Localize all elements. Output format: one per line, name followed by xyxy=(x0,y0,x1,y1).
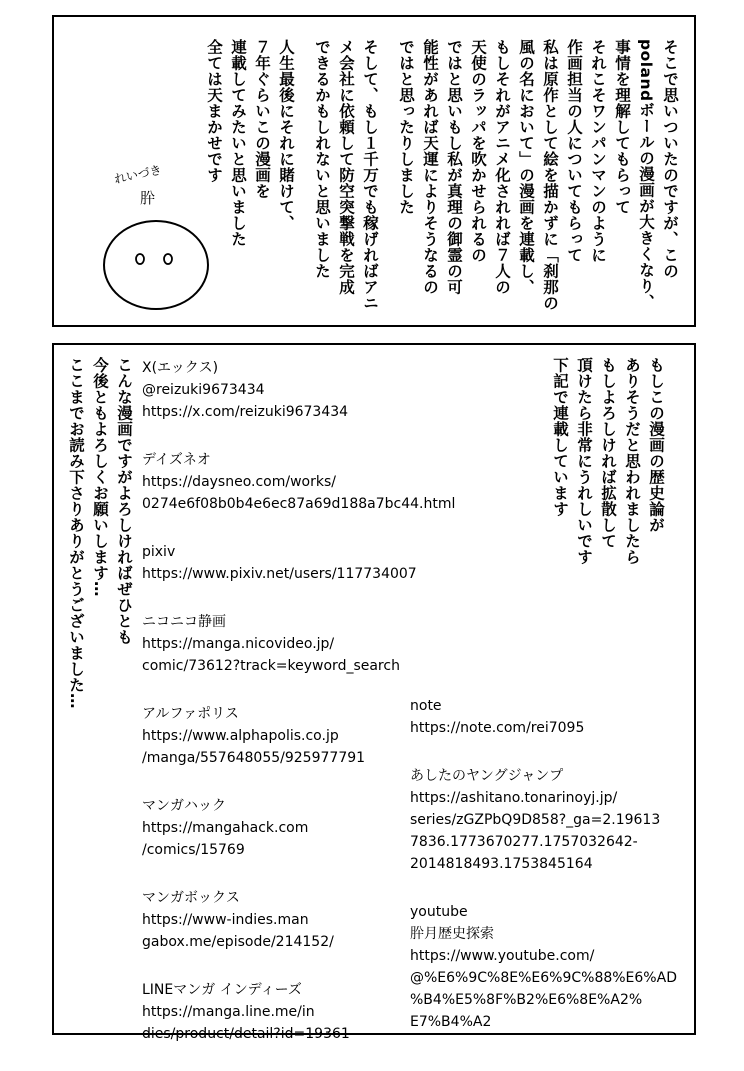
link-url-cont[interactable]: @%E6%9C%8E%E6%9C%88%E6%AD xyxy=(410,970,677,986)
link-url[interactable]: https://mangahack.com xyxy=(142,820,309,836)
text-column: 天使のラッパを吹かせられるの xyxy=(469,39,487,263)
link-url[interactable]: https://www-indies.man xyxy=(142,912,309,928)
link-label: デイズネオ xyxy=(142,452,211,468)
face-drawing xyxy=(76,147,226,317)
link-block-youtube xyxy=(410,901,677,1033)
top-narration xyxy=(190,39,682,329)
link-block-pixiv xyxy=(142,541,455,585)
text-column: polandボールの漫画が大きくなり、 xyxy=(637,39,655,310)
link-url[interactable]: https://manga.nicovideo.jp/ xyxy=(142,636,335,652)
link-label: マンガボックス xyxy=(142,890,240,906)
face-outline xyxy=(104,221,208,309)
link-url-cont[interactable]: gabox.me/episode/214152/ xyxy=(142,934,334,950)
text-column: 人生最後にそれに賭けて、 xyxy=(277,39,295,231)
text-column: できるかもしれないと思いました xyxy=(313,39,331,279)
narration-para-2 xyxy=(310,39,382,329)
link-block-nicoseiga xyxy=(142,611,455,677)
text-column: 連載してみたいと思いました xyxy=(229,39,247,247)
text-column: ではと思いもし私が真理の御霊の可 xyxy=(445,39,463,295)
link-url-cont[interactable]: series/zGZPbQ9D858?_ga=2.19613 xyxy=(410,812,661,828)
text-column: そして、もし１千万でも稼げればアニ xyxy=(361,39,379,311)
links-list-right xyxy=(410,695,677,1059)
text-column: 風の名において」の漫画を連載し、 xyxy=(517,39,535,295)
link-label: LINEマンガ インディーズ xyxy=(142,982,302,998)
link-handle: @reizuki9673434 xyxy=(142,382,265,398)
link-label: アルファポリス xyxy=(142,706,239,722)
link-url-cont[interactable]: /manga/557648055/925977791 xyxy=(142,750,366,766)
text-column: 作画担当の人についてもらって xyxy=(565,39,583,263)
link-label: youtube xyxy=(410,904,468,920)
text-column: ７年ぐらいこの漫画を xyxy=(253,39,271,199)
link-url[interactable]: https://ashitano.tonarinoyj.jp/ xyxy=(410,790,618,806)
channel-name: 肸月歴史探索 xyxy=(410,926,494,942)
link-url-cont[interactable]: 7836.1773670277.1757032642- xyxy=(410,834,638,850)
link-url[interactable]: https://www.pixiv.net/users/117734007 xyxy=(142,566,417,582)
link-url[interactable]: https://www.youtube.com/ xyxy=(410,948,595,964)
link-block-x xyxy=(142,357,455,423)
link-url-cont[interactable]: /comics/15769 xyxy=(142,842,245,858)
text-column: 全ては天まかせです xyxy=(205,39,223,183)
link-block-mangabox xyxy=(142,887,455,953)
link-url[interactable]: https://manga.line.me/in xyxy=(142,1004,315,1020)
link-url-cont[interactable]: 0274e6f08b0b4e6ec87a69d188a7bc44.html xyxy=(142,496,456,512)
text-column: メ会社に依頼して防空突撃戦を完成 xyxy=(337,39,355,295)
round-face-icon xyxy=(76,147,226,317)
text-column: 私は原作として絵を描かずに「刹那の xyxy=(541,39,559,311)
link-label: pixiv xyxy=(142,544,176,560)
thanks-text xyxy=(64,357,136,709)
link-block-ashitano xyxy=(410,765,677,875)
text-column: もしこの漫画の歴史論が xyxy=(647,357,665,533)
link-url-cont[interactable]: comic/73612?track=keyword_search xyxy=(142,658,400,674)
face-caption-2: 肸 xyxy=(140,189,156,207)
link-url[interactable]: https://note.com/rei7095 xyxy=(410,720,585,736)
text-column: 頂けたら非常にうれしいです xyxy=(575,357,593,565)
text-column: もしそれがアニメ化されれば７人の xyxy=(493,39,511,295)
narration-para-1 xyxy=(394,39,682,329)
link-label: あしたのヤングジャンプ xyxy=(410,768,564,784)
share-request-text xyxy=(548,357,668,565)
link-label: ニコニコ静画 xyxy=(142,614,226,630)
link-label: マンガハック xyxy=(142,798,226,814)
link-url[interactable]: https://daysneo.com/works/ xyxy=(142,474,336,490)
text-column: 下記で連載しています xyxy=(551,357,569,517)
link-label: X(エックス) xyxy=(142,360,219,376)
text-column: 今後ともよろしくお願いします… xyxy=(91,357,109,597)
link-url-cont[interactable]: dies/product/detail?id=19361 xyxy=(142,1026,350,1042)
text-column: 能性があれば天運によりそうなるの xyxy=(421,39,439,295)
right-eye xyxy=(164,254,172,264)
text-column: それこそワンパンマンのように xyxy=(589,39,607,263)
bottom-panel xyxy=(52,343,696,1042)
link-url-cont[interactable]: E7%B4%A2 xyxy=(410,1014,492,1030)
text-column: こんな漫画ですがよろしければぜひとも xyxy=(115,357,133,645)
link-block-note xyxy=(410,695,677,739)
face-caption-1: れいづき xyxy=(113,162,163,187)
link-url[interactable]: https://x.com/reizuki9673434 xyxy=(142,404,349,420)
link-url-cont[interactable]: 2014818493.1753845164 xyxy=(410,856,593,872)
text-column: ここまでお読み下さりありがとうございました… xyxy=(67,357,85,709)
link-url[interactable]: https://www.alphapolis.co.jp xyxy=(142,728,339,744)
top-panel xyxy=(52,15,696,327)
link-block-daysneo xyxy=(142,449,455,515)
link-block-alphapolis xyxy=(142,703,455,769)
text-column: そこで思いついたのですが、この xyxy=(661,39,679,279)
link-url-cont[interactable]: %B4%E5%8F%B2%E6%8E%A2% xyxy=(410,992,643,1008)
text-column: ありそうだと思われましたら xyxy=(623,357,641,565)
text-column: ではと思ったりしました xyxy=(397,39,415,215)
link-block-mangahack xyxy=(142,795,455,861)
link-block-line-manga xyxy=(142,979,455,1045)
text-column: もしよろしければ拡散して xyxy=(599,357,617,549)
link-label: note xyxy=(410,698,442,714)
text-column: 事情を理解してもらって xyxy=(613,39,631,215)
links-list-left xyxy=(142,357,455,1071)
left-eye xyxy=(136,254,144,264)
